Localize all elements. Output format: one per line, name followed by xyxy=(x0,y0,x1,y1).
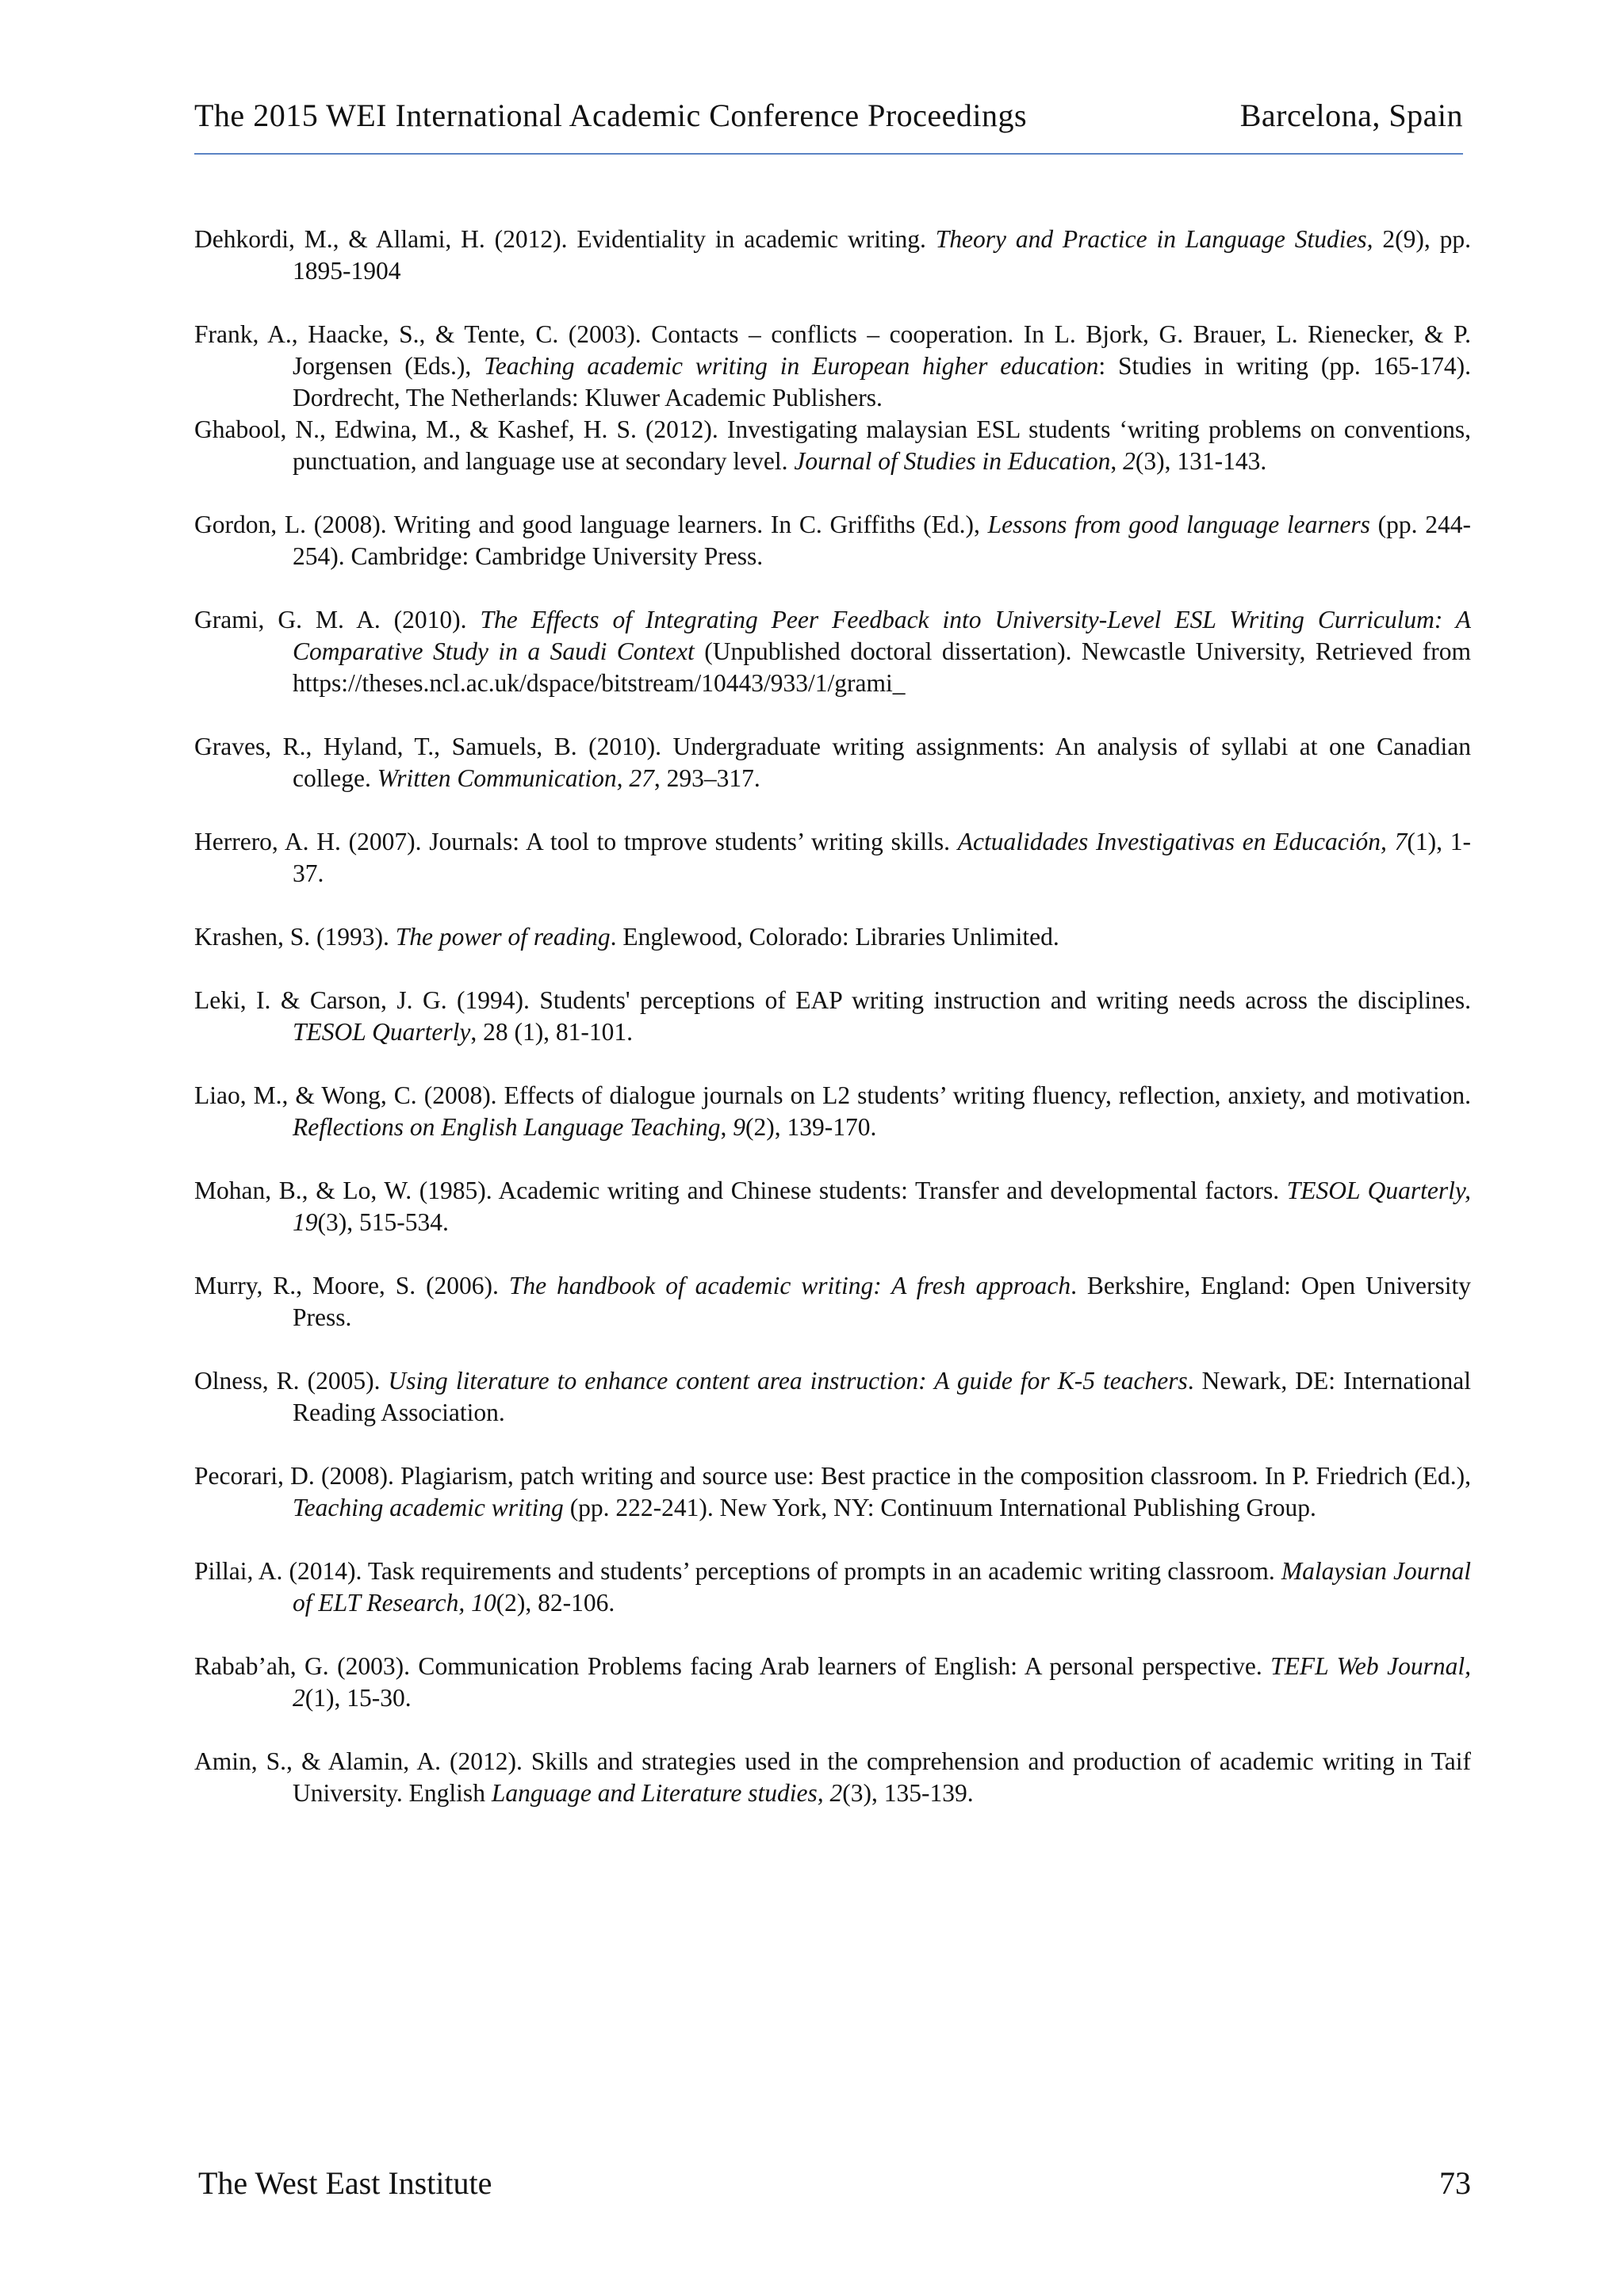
reference-text: (1), 15-30. xyxy=(304,1684,412,1712)
reference-italic-text: 9 xyxy=(733,1113,746,1141)
reference-text: (1), 1-37. xyxy=(293,828,1471,887)
reference-entry xyxy=(194,1746,1471,1809)
conference-location: Barcelona, Spain xyxy=(1239,98,1463,133)
reference-text: (pp. 244-254). Cambridge: Cambridge University Press. xyxy=(293,511,1471,570)
reference-text: . Newark, DE: International Reading Association. xyxy=(293,1367,1471,1426)
reference-text: Frank, A., Haacke, S., & Tente, C. (2003). Contacts – conflicts – cooperation. In L. Bjork, G. Brauer, L. Rienecker, & P. Jorgensen (Eds.), xyxy=(194,320,1471,380)
page-number: 73 xyxy=(1439,2165,1471,2201)
reference-entry xyxy=(194,1080,1471,1143)
reference-italic-text: The handbook of academic writing: A fresh approach xyxy=(508,1272,1071,1299)
reference-text: Krashen, S. (1993). xyxy=(194,923,396,951)
reference-italic-text: TEFL Web Journal, 2 xyxy=(293,1652,1471,1712)
reference-text: (3), 515-534. xyxy=(317,1208,449,1236)
reference-entry xyxy=(194,319,1471,414)
reference-text: (3), 131-143. xyxy=(1135,447,1267,475)
reference-text: . Berkshire, England: Open University Press. xyxy=(293,1272,1471,1331)
reference-entry xyxy=(194,731,1471,794)
reference-entry xyxy=(194,509,1471,572)
reference-italic-text: Written Communication, 27 xyxy=(377,764,654,792)
reference-list xyxy=(194,224,1471,1841)
reference-italic-text: Teaching academic writing xyxy=(293,1494,564,1521)
page-footer xyxy=(198,2164,1471,2204)
reference-entry xyxy=(194,826,1471,890)
reference-text: Murry, R., Moore, S. (2006). xyxy=(194,1272,509,1299)
reference-text: (Unpublished doctoral dissertation). Newcastle University, Retrieved from https://theses.ncl.ac.uk/dspace/bitstream/10443/933/1/grami_ xyxy=(293,637,1471,697)
running-header xyxy=(194,97,1463,141)
reference-italic-text: The power of reading xyxy=(395,923,611,951)
reference-italic-text: Journal of Studies in Education xyxy=(794,447,1111,475)
reference-text: Graves, R., Hyland, T., Samuels, B. (2010). Undergraduate writing assignments: An analysis of syllabi at one Canadian college. xyxy=(194,733,1471,792)
header-divider xyxy=(194,153,1463,155)
reference-text: Gordon, L. (2008). Writing and good language learners. In C. Griffiths (Ed.), xyxy=(194,511,988,538)
reference-text: Mohan, B., & Lo, W. (1985). Academic writing and Chinese students: Transfer and developmental factors. xyxy=(194,1177,1287,1204)
footer-institute: The West East Institute xyxy=(198,2165,492,2201)
reference-entry xyxy=(194,1556,1471,1619)
reference-entry xyxy=(194,1270,1471,1334)
reference-text: Dehkordi, M., & Allami, H. (2012). Evidentiality in academic writing. xyxy=(194,225,936,253)
reference-text: , 28 (1), 81-101. xyxy=(470,1018,634,1046)
reference-text: (2), 139-170. xyxy=(745,1113,877,1141)
reference-italic-text: TESOL Quarterly, 19 xyxy=(293,1177,1472,1236)
reference-text: Herrero, A. H. (2007). Journals: A tool to tmprove students’ writing skills. xyxy=(194,828,958,855)
reference-text: (2), 82-106. xyxy=(496,1589,615,1617)
reference-entry xyxy=(194,604,1471,699)
reference-italic-text: Malaysian Journal of ELT Research, 10 xyxy=(293,1557,1472,1617)
reference-text: : Studies in writing (pp. 165-174). Dordrecht, The Netherlands: Kluwer Academic Publishers. xyxy=(293,352,1471,411)
reference-entry xyxy=(194,921,1471,953)
reference-entry xyxy=(194,224,1471,287)
reference-italic-text: Reflections on English Language Teaching xyxy=(293,1113,721,1141)
reference-text: (3), 135-139. xyxy=(842,1779,974,1807)
reference-italic-text: Using literature to enhance content area instruction: A guide for K-5 teachers xyxy=(388,1367,1188,1395)
reference-italic-text: Teaching academic writing in European higher education xyxy=(484,352,1099,380)
conference-title: The 2015 WEI International Academic Conference Proceedings xyxy=(194,98,1028,133)
reference-text: , 293–317. xyxy=(653,764,760,792)
reference-text: . Englewood, Colorado: Libraries Unlimited. xyxy=(610,923,1059,951)
reference-text: Liao, M., & Wong, C. (2008). Effects of dialogue journals on L2 students’ writing fluency, reflection, anxiety, and motivation. xyxy=(194,1081,1471,1109)
reference-italic-text: Lessons from good language learners xyxy=(987,511,1370,538)
reference-italic-text: TESOL Quarterly xyxy=(293,1018,471,1046)
reference-italic-text: Theory and Practice in Language Studies, xyxy=(935,225,1373,253)
reference-text: 2(9), pp. 1895-1904 xyxy=(293,225,1471,285)
reference-italic-text: The Effects of Integrating Peer Feedback into University-Level ESL Writing Curriculum: A Comparative Study in a Saudi Context xyxy=(293,606,1471,665)
reference-text: (pp. 222-241). New York, NY: Continuum International Publishing Group. xyxy=(563,1494,1316,1521)
reference-text: Olness, R. (2005). xyxy=(194,1367,389,1395)
reference-text: Grami, G. M. A. (2010). xyxy=(194,606,481,633)
reference-text: , xyxy=(1110,447,1124,475)
reference-text: Amin, S., & Alamin, A. (2012). Skills and strategies used in the comprehension and production of academic writing in Taif University. English xyxy=(194,1747,1471,1807)
reference-entry xyxy=(194,414,1471,477)
reference-italic-text: Actualidades Investigativas en Educación, 7 xyxy=(957,828,1408,855)
reference-text: , xyxy=(720,1113,733,1141)
reference-entry xyxy=(194,985,1471,1048)
reference-text: Rabab’ah, G. (2003). Communication Problems facing Arab learners of English: A personal perspective. xyxy=(194,1652,1271,1680)
reference-text: Pillai, A. (2014). Task requirements and students’ perceptions of prompts in an academic writing classroom. xyxy=(194,1557,1281,1585)
reference-entry xyxy=(194,1651,1471,1714)
reference-text: Leki, I. & Carson, J. G. (1994). Students' perceptions of EAP writing instruction and writing needs across the disciplines. xyxy=(194,986,1471,1014)
reference-text: Pecorari, D. (2008). Plagiarism, patch writing and source use: Best practice in the composition classroom. In P. Friedrich (Ed.), xyxy=(194,1462,1471,1490)
reference-entry xyxy=(194,1460,1471,1524)
reference-italic-text: 2 xyxy=(1123,447,1136,475)
reference-italic-text: Language and Literature studies, 2 xyxy=(491,1779,843,1807)
reference-entry xyxy=(194,1365,1471,1429)
reference-text: Ghabool, N., Edwina, M., & Kashef, H. S. (2012). Investigating malaysian ESL students ‘writing problems on conventions, punctuation, and language use at secondary level. xyxy=(194,415,1471,475)
reference-entry xyxy=(194,1175,1471,1238)
